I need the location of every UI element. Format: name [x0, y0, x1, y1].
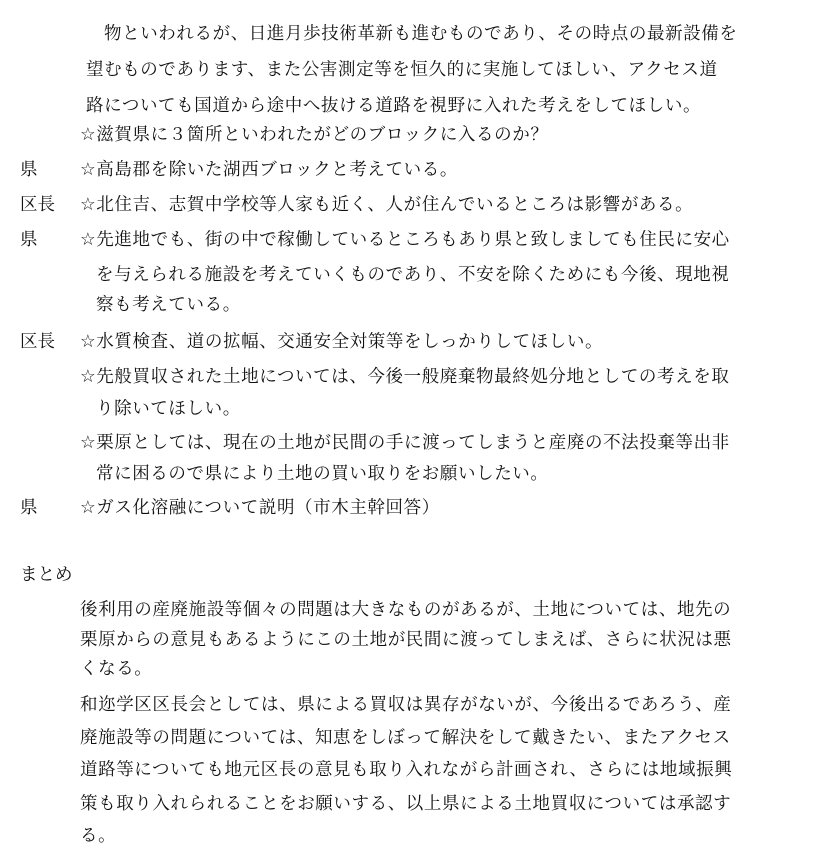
text-line: 物といわれるが、日進月歩技術革新も進むものであり、その時点の最新設備を [104, 24, 738, 44]
speaker-label: 県 [20, 160, 38, 180]
text-line: ☆先進地でも、街の中で稼働しているところもあり県と致しましても住民に安心 [80, 230, 730, 250]
text-line: ☆ガス化溶融について説明（市木主幹回答） [80, 498, 440, 518]
summary-heading: まとめ [20, 565, 73, 585]
text-line: ☆栗原としては、現在の土地が民間の手に渡ってしまうと産廃の不法投棄等出非 [80, 433, 730, 453]
text-line: 栗原からの意見もあるようにこの土地が民間に渡ってしまえば、さらに状況は悪 [80, 630, 732, 650]
text-line: ☆水質検査、道の拡幅、交通安全対策等をしっかりしてほしい。 [80, 332, 604, 352]
speaker-label: 区長 [20, 332, 55, 352]
text-line: くなる。 [80, 659, 153, 679]
text-line: り除いてほしい。 [96, 399, 241, 419]
speaker-label: 区長 [20, 195, 55, 215]
text-line: 策も取り入れられることをお願いする、以上県による土地買収については承認す [80, 794, 732, 814]
text-line: 和迩学区区長会としては、県による買収は異存がないが、今後出るであろう、産 [80, 695, 732, 715]
text-line: 路についても国道から途中へ抜ける道路を視野に入れた考えをしてほしい。 [86, 96, 702, 116]
speaker-label: 県 [20, 498, 38, 518]
speaker-label: 県 [20, 230, 38, 250]
text-line: 道路等についても地元区長の意見も取り入れながら計画され、さらには地域振興 [80, 760, 733, 780]
text-line: 後利用の産廃施設等個々の問題は大きなものがあるが、土地については、地先の [80, 600, 732, 620]
text-line: ☆高島郡を除いた湖西ブロックと考えている。 [80, 160, 458, 180]
text-line: を与えられる施設を考えていくものであり、不安を除くためにも今後、現地視 [96, 265, 730, 285]
text-line: 望むものであります、また公害測定等を恒久的に実施してほしい、アクセス道 [86, 60, 718, 80]
text-line: ☆北住吉、志賀中学校等人家も近く、人が住んでいるところは影響がある。 [80, 195, 694, 215]
text-line: ☆滋賀県に３箇所といわれたがどのブロックに入るのか？ [80, 125, 549, 145]
text-line: 廃施設等の問題については、知恵をしぼって解決をして戴きたい、またアクセス [80, 728, 731, 748]
text-line: る。 [80, 826, 117, 846]
text-line: 常に困るので県により土地の買い取りをお願いしたい。 [96, 464, 549, 484]
text-line: 察も考えている。 [96, 295, 241, 315]
text-line: ☆先般買収された土地については、今後一般廃棄物最終処分地としての考えを取 [80, 367, 730, 387]
